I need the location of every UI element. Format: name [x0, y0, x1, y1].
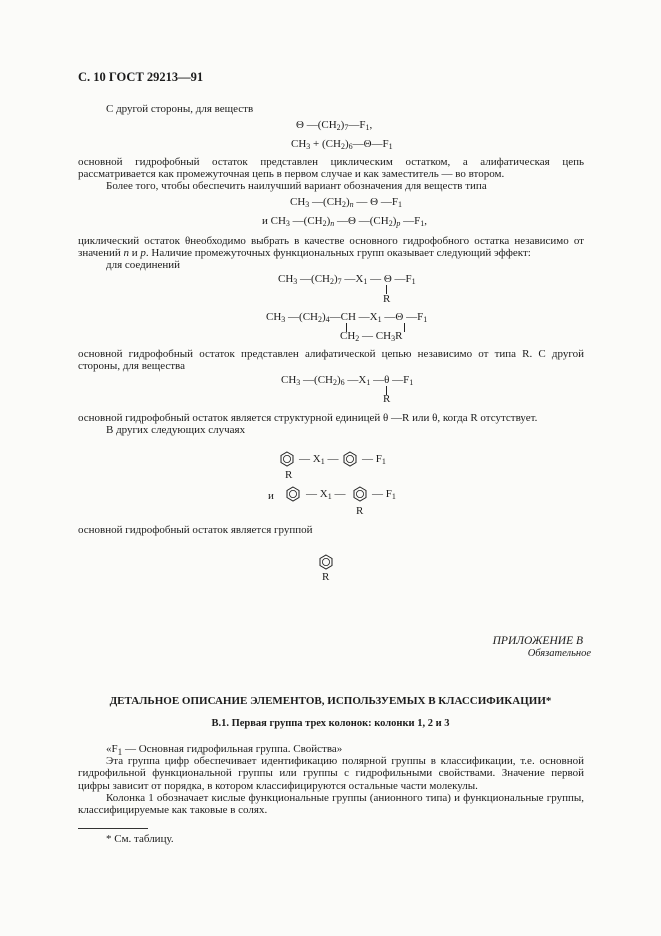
formula: — $X_1$ — [306, 488, 346, 501]
formula: — $F_1$ [372, 488, 396, 501]
quote-line: «$F_1$ — Основная гидрофильная группа. Свойства» [106, 743, 343, 758]
formula: — $F_1$ [362, 453, 386, 466]
paragraph: Более того, чтобы обеспечить наилучший вариант обозначения для веществ типа [106, 180, 487, 192]
paragraph: Колонка 1 обозначает кислые функциональные группы (анионного типа) и функциональные группы, классифицируемые как таковые в солях. [78, 792, 584, 817]
formula: $CH_2$ — $CH_3R$ [340, 330, 403, 343]
benzene-ring-icon [342, 451, 358, 467]
benzene-ring-icon [285, 486, 301, 502]
paragraph: основной гидрофобный остаток представлен циклическим остатком, а алифатическая цепь рассматривается как промежуточная цепь в первом случае и как заместитель — во втором. [78, 156, 584, 181]
formula: и $CH_3$ $—(CH_2)_n$ —Θ $—(CH_2)_p$ $—F_1$, [262, 215, 427, 228]
paragraph: С другой стороны, для веществ [106, 103, 254, 115]
formula: Θ $—(CH_2)_7—F_1$, [296, 119, 373, 132]
paragraph: основной гидрофобный остаток является группой [78, 524, 313, 536]
benzene-ring-icon [318, 554, 334, 570]
footnote-rule [78, 828, 148, 829]
formula: $CH_3$ + $(CH_2)_6—\Theta—F_1$ [291, 138, 393, 151]
paragraph: основной гидрофобный остаток представлен алифатической цепью независимо от типа R. С другой стороны, для вещества [78, 348, 584, 373]
paragraph: В других следующих случаях [106, 424, 246, 436]
page-header: С. 10 ГОСТ 29213—91 [78, 70, 204, 84]
paragraph: Эта группа цифр обеспечивает идентификацию полярной группы в классификации, т.е. основной гидрофильной функциональной группы или группы с гидрофильными свойствами. Значение первой цифры зависит от порядка, в котором классифицируются остальные части молекулы. [78, 755, 584, 792]
substituent-label: R [285, 469, 293, 481]
appendix-status: Обязательное [527, 648, 591, 659]
paragraph: основной гидрофобный остаток является структурной единицей θ —R или θ, когда R отсутствует. [78, 412, 538, 424]
formula: $CH_3$ $—(CH_2)_n$ — Θ $—F_1$ [290, 196, 402, 209]
conjunction: и [268, 490, 274, 502]
substituent-label: R [383, 393, 391, 405]
substituent-label: R [356, 505, 364, 517]
section-heading: ДЕТАЛЬНОЕ ОПИСАНИЕ ЭЛЕМЕНТОВ, ИСПОЛЬЗУЕМЫХ В КЛАССИФИКАЦИИ* [109, 695, 552, 707]
formula: — $X_1$ — [299, 453, 339, 466]
benzene-ring-icon [352, 486, 368, 502]
formula: $CH_3$ $—(CH_2)_6$ $—X_1$ —θ $—F_1$ [281, 374, 414, 387]
paragraph: для соединений [106, 259, 181, 271]
paragraph: циклический остаток θнеобходимо выбрать в качестве основного гидрофобного остатка независимо от значений n и p. Наличие промежуточных функциональных групп оказывает следующий эффект: [78, 235, 584, 260]
subsection-heading: В.1. Первая группа трех колонок: колонки 1, 2 и 3 [211, 718, 450, 729]
benzene-ring-icon [279, 451, 295, 467]
formula: $CH_3$ $—(CH_2)_7$ $—X_1$ — Θ $—F_1$ [278, 273, 416, 286]
bond-line [404, 323, 405, 332]
appendix-title: ПРИЛОЖЕНИЕ В [492, 635, 583, 647]
formula: $CH_3$ $—(CH_2)_4—CH$ $—X_1$ —Θ $—F_1$ [266, 311, 428, 324]
substituent-label: R [383, 293, 391, 305]
substituent-label: R [322, 571, 330, 583]
footnote: * См. таблицу. [106, 833, 174, 845]
